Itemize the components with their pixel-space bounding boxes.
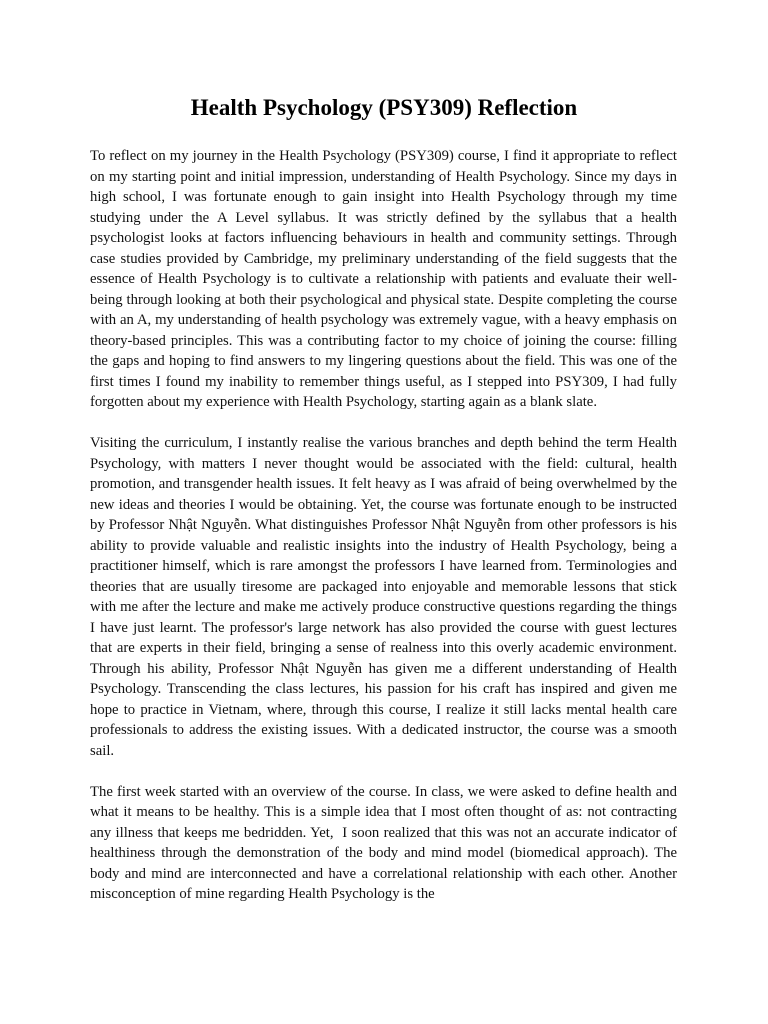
document-body: [90, 146, 681, 925]
document-title: Health Psychology (PSY309) Reflection: [190, 95, 578, 120]
paragraph: To reflect on my journey in the Health Psychology (PSY309) course, I find it appropriate to reflect on my starting point and initial impression, understanding of Health Psychology. Since my days in high school, I was fortunate enough to gain insight into Health Psychology through my time studying under the A Level syllabus. It was strictly defined by the syllabus that a health psychologist looks at factors influencing behaviours in health and community settings. Through case studies provided by Cambridge, my preliminary understanding of the field suggests that the essence of Health Psychology is to cultivate a relationship with patients and evaluate their well-being through looking at both their psychological and physical state. Despite completing the course with an A, my understanding of health psychology was extremely vague, with a heavy emphasis on theory-based principles. This was a contributing factor to my choice of joining the course: filling the gaps and hoping to find answers to my lingering questions about the field. This was one of the first times I found my inability to remember things useful, as I stepped into PSY309, I had fully forgotten about my experience with Health Psychology, starting again as a blank slate.: [90, 148, 681, 410]
paragraph: Visiting the curriculum, I instantly realise the various branches and depth behind the term Health Psychology, with matters I never thought would be associated with the field: cultural, health promotion, and transgender health issues. It felt heavy as I was afraid of being overwhelmed by the new ideas and theories I would be obtaining. Yet, the course was fortunate enough to be instructed by Professor Nhật Nguyễn. What distinguishes Professor Nhật Nguyễn from other professors is his ability to provide valuable and realistic insights into the industry of Health Psychology, being a practitioner himself, which is rare amongst the professors I have learned from. Terminologies and theories that are usually tiresome are packaged into enjoyable and memorable lessons that stick with me after the lecture and make me actively produce constructive questions regarding the things I have just learnt. The professor's large network has also provided the course with guest lectures that are experts in their field, bringing a sense of realness into this overly academic environment. Through his ability, Professor Nhật Nguyễn has given me a different understanding of Health Psychology. Transcending the class lectures, his passion for his craft has inspired and given me hope to practice in Vietnam, where, through this course, I realize it still lacks mental health care professionals to address the existing issues. With a dedicated instructor, the course was a smooth sail.: [90, 435, 681, 759]
paragraph: The first week started with an overview of the course. In class, we were asked to define health and what it means to be healthy. This is a simple idea that I most often thought of as: not contracting any illness that keeps me bedridden. Yet, I soon realized that this was not an accurate indicator of healthiness through the demonstration of the body and mind model (biomedical approach). The body and mind are interconnected and have a correlational relationship with each other. Another misconception of mine regarding Health Psychology is the: [90, 783, 681, 902]
